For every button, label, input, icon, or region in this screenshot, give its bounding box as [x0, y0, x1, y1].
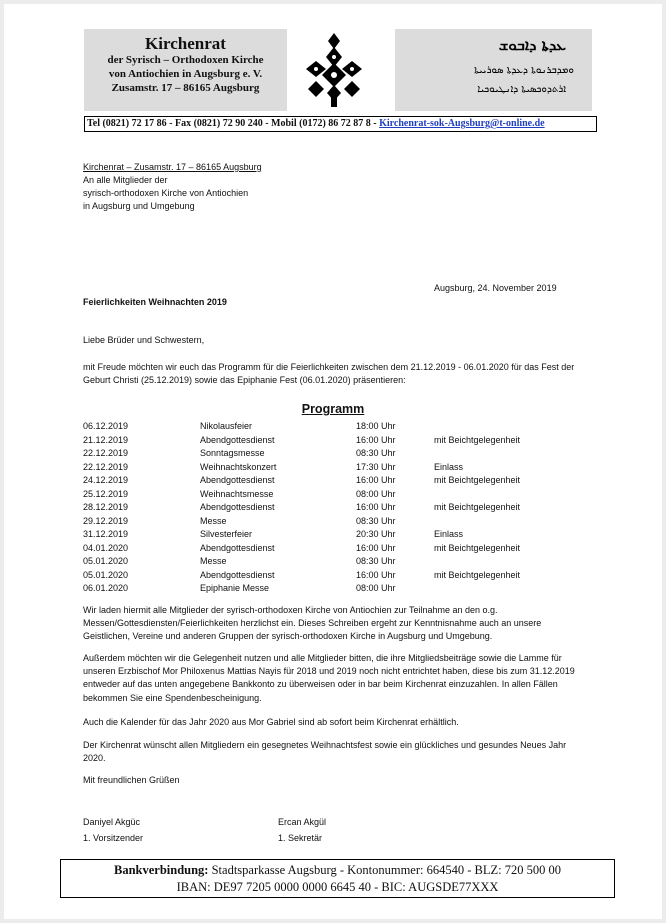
program-event: Abendgottesdienst: [200, 542, 275, 553]
signature-role: 1. Vorsitzender: [83, 833, 144, 843]
program-date: 06.12.2019: [83, 421, 129, 431]
program-time: 16:00 Uhr: [356, 502, 396, 512]
recipient-line-3: in Augsburg und Umgebung: [83, 201, 195, 211]
program-event: Weihnachtskonzert: [200, 461, 277, 472]
program-note: Einlass: [434, 461, 464, 472]
program-event: Abendgottesdienst: [200, 569, 275, 580]
program-time: 08:30 Uhr: [356, 515, 396, 526]
signature-chairman: [83, 814, 143, 846]
syriac-header-block: [395, 29, 592, 111]
contact-numbers: Tel (0821) 72 17 86 - Fax (0821) 72 90 240 - Mobil (0172) 86 72 87 8 -: [87, 118, 380, 129]
greetings-paragraph: Der Kirchenrat wünscht allen Mitgliedern ein gesegnetes Weihnachtsfest sowie ein glückliches und gesundes Neues Jahr 2020.: [83, 740, 567, 764]
program-event: Weihnachtsmesse: [200, 488, 274, 499]
program-date: 06.01.2020: [83, 583, 129, 593]
letter-subject: Feierlichkeiten Weihnachten 2019: [83, 297, 227, 307]
program-date: 29.12.2019: [83, 515, 129, 526]
program-event: Nikolausfeier: [200, 421, 253, 431]
program-event: Epiphanie Messe: [200, 583, 270, 593]
sender-address: Kirchenrat – Zusamstr. 17 – 86165 Augsburg: [83, 162, 262, 172]
program-time: 17:30 Uhr: [356, 461, 396, 472]
program-date: 22.12.2019: [83, 461, 129, 472]
letter-page: [4, 4, 662, 919]
program-event: Messe: [200, 515, 227, 526]
org-title: Kirchenrat: [145, 34, 226, 53]
program-note: mit Beichtgelegenheit: [434, 569, 521, 580]
program-title: Programm: [301, 402, 365, 416]
program-time: 16:00 Uhr: [356, 475, 396, 485]
program-date: 04.01.2020: [83, 542, 129, 553]
program-date: 31.12.2019: [83, 529, 129, 539]
program-date: 22.12.2019: [83, 448, 129, 458]
program-time: 08:30 Uhr: [356, 448, 396, 458]
salutation: Liebe Brüder und Schwestern,: [83, 335, 205, 345]
program-event: Abendgottesdienst: [200, 475, 275, 485]
program-time: 20:30 Uhr: [356, 529, 396, 539]
syriac-cross-icon: [304, 31, 364, 109]
bank-label: Bankverbindung:: [113, 863, 209, 877]
program-time: 16:00 Uhr: [356, 434, 396, 445]
calendar-paragraph: Auch die Kalender für das Jahr 2020 aus Mor Gabriel sind ab sofort beim Kirchenrat erhältlich.: [83, 717, 459, 727]
org-address: Zusamstr. 17 – 86165 Augsburg: [111, 82, 260, 94]
signature-name: Daniyel Akgüc: [83, 817, 141, 827]
program-note: Einlass: [434, 529, 464, 539]
contact-bar: [84, 116, 597, 132]
intro-paragraph: mit Freude möchten wir euch das Programm für die Feierlichkeiten zwischen dem 21.12.2019 - 06.01.2020 für das Fest der Geburt Christi (25.12.2019) sowie das Epiphanie Fest (06.01.2020) präsentieren:: [83, 362, 575, 386]
program-time: 08:00 Uhr: [356, 583, 396, 593]
program-note: mit Beichtgelegenheit: [434, 475, 521, 485]
signature-role: 1. Sekretär: [278, 833, 323, 843]
closing: Mit freundlichen Grüßen: [83, 775, 180, 785]
contribution-paragraph: Außerdem möchten wir die Gelegenheit nutzen und alle Mitglieder bitten, die ihre Mitgliedsbeiträge sowie die Lamme für unseren Erzbischof Mor Philoxenus Mattias Nayis für 2018 und 2019 noch nicht entrichtet haben, diese bis zum 31.12.2019 entweder auf das unten angegebene Bankkonto zu überweisen oder in bar beim Kirchenrat einzuzahlen. In allen Fällen bekommen Sie eine Spendenbescheinigung.: [83, 653, 575, 703]
invitation-paragraph: Wir laden hiermit alle Mitglieder der syrisch-orthodoxen Kirche von Antiochien zur Teilnahme an den o.g. Messen/Gottesdiensten/Feierlichkeiten herzlichst ein. Dieses Schreiben ergeht zur Kenntnisnahme auch an unsere Geistlichen, Vereine und anderen Gruppen der syrisch-orthodoxen Kirche in Augsburg und Umgebung.: [83, 605, 542, 642]
letter-date: Augsburg, 24. November 2019: [434, 283, 557, 293]
program-event: Silvesterfeier: [200, 529, 253, 539]
program-date: 05.01.2020: [83, 556, 129, 566]
org-line-1: der Syrisch – Orthodoxen Kirche: [107, 54, 264, 66]
program-event: Abendgottesdienst: [200, 434, 275, 445]
program-time: 08:00 Uhr: [356, 488, 396, 499]
program-date: 21.12.2019: [83, 434, 129, 445]
bank-line-1: Stadtsparkasse Augsburg - Kontonummer: 664540 - BLZ: 720 500 00: [208, 863, 561, 877]
syriac-line-3: ܐܪܬܕܘܟܣܝܬܐ ܕܐܢܛܝܘܟܝܐ: [477, 84, 566, 95]
syriac-line-2: ܘܡܕܒܪܢܘܬܐ ܕܥܕܬܐ ܣܘܪܝܝܬܐ: [474, 65, 574, 76]
org-line-2: von Antiochien in Augsburg e. V.: [108, 68, 263, 80]
program-time: 18:00 Uhr: [356, 421, 396, 431]
signature-name: Ercan Akgül: [278, 817, 327, 827]
recipient-line-2: syrisch-orthodoxen Kirche von Antiochien: [83, 188, 249, 198]
program-date: 24.12.2019: [83, 475, 129, 485]
syriac-title: ܥܕܬܐ ܕܐܒܘܫ: [498, 36, 566, 54]
program-note: mit Beichtgelegenheit: [434, 542, 521, 553]
bank-line-2: IBAN: DE97 7205 0000 0000 6645 40 - BIC: AUGSDE77XXX: [176, 880, 499, 894]
program-date: 28.12.2019: [83, 502, 129, 512]
program-time: 16:00 Uhr: [356, 569, 396, 580]
recipient-line-1: An alle Mitglieder der: [83, 175, 168, 185]
email-link[interactable]: Kirchenrat-sok-Augsburg@t-online.de: [379, 118, 545, 129]
program-date: 05.01.2020: [83, 569, 129, 580]
signature-secretary: [278, 814, 326, 846]
program-note: mit Beichtgelegenheit: [434, 502, 521, 512]
program-event: Messe: [200, 556, 227, 566]
program-date: 25.12.2019: [83, 488, 129, 499]
program-time: 16:00 Uhr: [356, 542, 396, 553]
bank-details: [60, 859, 615, 898]
program-event: Sonntagsmesse: [200, 448, 265, 458]
program-note: mit Beichtgelegenheit: [434, 434, 521, 445]
program-event: Abendgottesdienst: [200, 502, 275, 512]
org-header-block: [84, 29, 287, 111]
program-time: 08:30 Uhr: [356, 556, 396, 566]
